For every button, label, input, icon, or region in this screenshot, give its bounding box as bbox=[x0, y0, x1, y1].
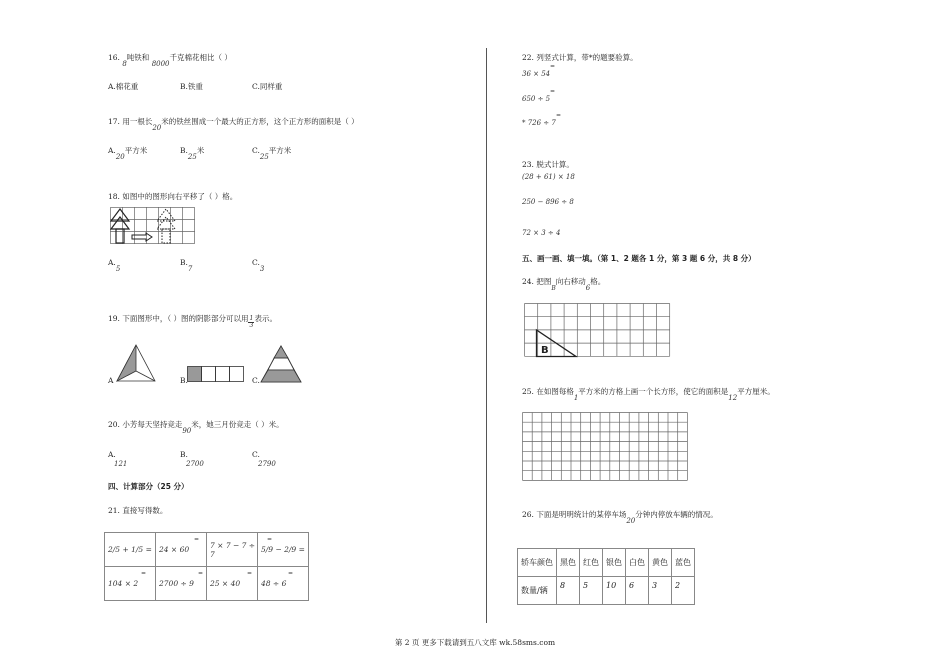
q21-cell[interactable]: 25 × 40 = bbox=[207, 567, 258, 601]
q16-option-a[interactable]: A.棉花重 bbox=[108, 82, 139, 91]
q26-header-cell: 红色 bbox=[580, 549, 603, 577]
q24-text: 24. 把图$_B$向右移动6格。 bbox=[522, 277, 606, 292]
q22-item-1: 36 × 54 = bbox=[522, 63, 556, 78]
q17-text: 17. 用一根长20米的铁丝围成一个最大的正方形，这个正方形的面积是（ ） bbox=[108, 117, 359, 132]
q22-text: 22. 列竖式计算，带*的题要验算。 bbox=[522, 53, 638, 62]
section-4-heading: 四、计算部分（25 分） bbox=[108, 482, 189, 491]
q24-grid bbox=[524, 302, 671, 358]
q19-option-b[interactable]: B. bbox=[180, 376, 188, 385]
q23-text: 23. 脱式计算。 bbox=[522, 160, 574, 169]
q17-option-a[interactable]: A.20平方米 bbox=[108, 146, 148, 161]
q26-text: 26. 下面是明明统计的某停车场20分钟内停放车辆的情况。 bbox=[522, 510, 718, 525]
q16-option-b[interactable]: B.铁重 bbox=[180, 82, 203, 91]
q17-option-b[interactable]: B.25米 bbox=[180, 146, 205, 161]
q19-figure-c-triangle bbox=[260, 345, 302, 383]
q26-header-cell: 银色 bbox=[603, 549, 626, 577]
q18-option-b[interactable]: B.7 bbox=[180, 258, 193, 273]
q22-item-3: * 726 ÷ 7 = bbox=[522, 112, 562, 127]
q21-text: 21. 直接写得数。 bbox=[108, 506, 168, 515]
q20-option-a[interactable]: A. 121 bbox=[108, 450, 128, 468]
q21-cell[interactable]: 24 × 60 = bbox=[156, 533, 207, 567]
q21-cell[interactable]: 7 × 7 − 7 ÷ 7 = bbox=[207, 533, 258, 567]
section-5-heading: 五、画一画、填一填。（第 1、2 题各 1 分，第 3 题 6 分，共 8 分） bbox=[522, 254, 756, 263]
q26-header-cell: 黄色 bbox=[649, 549, 672, 577]
q21-cell[interactable]: 5/9 − 2/9 = bbox=[258, 533, 309, 567]
q16-text: 16. 8吨铁和 8000千克棉花相比（ ） bbox=[108, 53, 232, 68]
q20-option-b[interactable]: B. 2700 bbox=[180, 450, 204, 468]
q26-header-cell: 黑色 bbox=[557, 549, 580, 577]
q21-cell[interactable]: 104 × 2 = bbox=[105, 567, 156, 601]
q26-value-cell: 2 bbox=[672, 577, 695, 605]
q19-option-a[interactable]: A bbox=[108, 376, 114, 385]
q18-option-c[interactable]: C.3 bbox=[252, 258, 265, 273]
page-footer: 第 2 页 更多下载请到五八文库 wk.58sms.com bbox=[394, 638, 556, 647]
q21-table bbox=[104, 532, 309, 601]
q20-text: 20. 小芳每天坚持竞走90米，她三月份竞走（ ）米。 bbox=[108, 420, 284, 435]
q20-option-c[interactable]: C. 2790 bbox=[252, 450, 276, 468]
column-divider bbox=[486, 48, 487, 623]
q22-item-2: 650 ÷ 5 = bbox=[522, 88, 556, 103]
q26-table bbox=[517, 548, 695, 605]
q18-translation-figure bbox=[110, 207, 195, 245]
q17-option-c[interactable]: C.25平方米 bbox=[252, 146, 292, 161]
q19-text: 19. 下面图形中，（ ）图的阴影部分可以用 $\frac{1}{3}$ 表示。 bbox=[108, 314, 277, 329]
q25-grid[interactable] bbox=[522, 412, 690, 482]
q26-value-cell: 6 bbox=[626, 577, 649, 605]
q19-option-c[interactable]: C. bbox=[252, 376, 260, 385]
q21-cell[interactable]: 2/5 + 1/5 = bbox=[105, 533, 156, 567]
q26-value-cell: 5 bbox=[580, 577, 603, 605]
q23-item-2: 250 − 896 ÷ 8 bbox=[522, 198, 574, 206]
q21-cell[interactable]: 48 ÷ 6 = bbox=[258, 567, 309, 601]
q16-option-c[interactable]: C.同样重 bbox=[252, 82, 283, 91]
q25-text: 25. 在如图每格1平方米的方格上画一个长方形，使它的面积是12平方厘米。 bbox=[522, 387, 775, 402]
q18-option-a[interactable]: A.5 bbox=[108, 258, 121, 273]
q24-shape-label: B bbox=[541, 345, 549, 356]
q26-header-cell: 轿车颜色 bbox=[518, 549, 557, 577]
q23-item-3: 72 × 3 ÷ 4 bbox=[522, 229, 561, 237]
q26-value-cell: 8 bbox=[557, 577, 580, 605]
q26-header-cell: 白色 bbox=[626, 549, 649, 577]
q26-value-cell: 10 bbox=[603, 577, 626, 605]
q21-cell[interactable]: 2700 ÷ 9 = bbox=[156, 567, 207, 601]
q23-item-1: (28 + 61) × 18 bbox=[522, 173, 575, 181]
q26-row-label: 数量/辆 bbox=[518, 577, 557, 605]
q26-header-cell: 蓝色 bbox=[672, 549, 695, 577]
q18-text: 18. 如图中的图形向右平移了（ ）格。 bbox=[108, 192, 238, 201]
q26-value-cell: 3 bbox=[649, 577, 672, 605]
q19-figure-a-triangle bbox=[116, 344, 156, 382]
q19-figure-b-rectangle bbox=[187, 366, 245, 382]
